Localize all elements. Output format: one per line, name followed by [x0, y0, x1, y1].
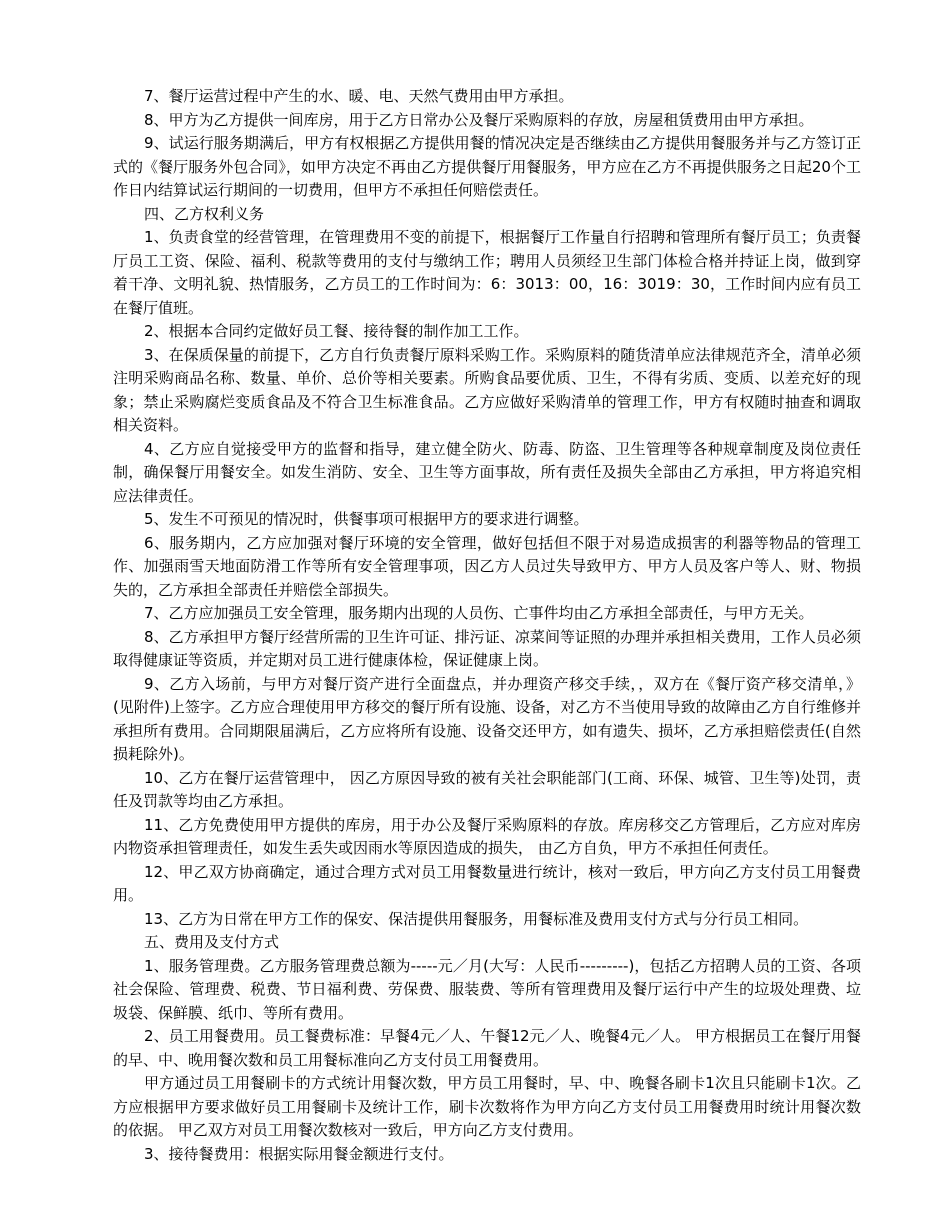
paragraph-fee1-service-management: 1、服务管理费。乙方服务管理费总额为-----元／月(大写：人民币---------)，包括乙方招聘人员的工资、各项社会保险、管理费、税费、节日福利费、劳保费、服装费、等所有管理费用及餐厅运行中产生的垃圾处理费、垃圾袋、保鲜膜、纸巾、等所有费用。 [113, 956, 861, 1022]
paragraph-b13-security-meals: 13、乙方为日常在甲方工作的保安、保洁提供用餐服务，用餐标准及费用支付方式与分行员工相同。 [144, 909, 809, 928]
paragraph-9-trial-period: 9、试运行服务期满后，甲方有权根据乙方提供用餐的情况决定是否继续由乙方提供用餐服务并与乙方签订正式的《餐厅服务外包合同》，如甲方决定不再由乙方提供餐厅用餐服务，甲方应在乙方不再提供服务之日起20个工作日内结算试运行期间的一切费用，但甲方不承担任何赔偿责任。 [113, 134, 861, 199]
paragraph-b9-asset-handover: 9、乙方入场前，与甲方对餐厅资产进行全面盘点，并办理资产移交手续，，双方在《餐厅资产移交清单，》(见附件)上签字。乙方应合理使用甲方移交的餐厅所有设施、设备，对乙方不当使用导致的故障由乙方自行维修并承担所有费用。合同期限届满后，乙方应将所有设施、设备交还甲方，如有遗失、损坏，乙方承担赔偿责任(自然损耗除外)。 [113, 674, 861, 763]
paragraph-b11-storage-use: 11、乙方免费使用甲方提供的库房，用于办公及餐厅采购原料的存放。库房移交乙方管理后，乙方应对库房内物资承担管理责任，如发生丢失或因雨水等原因造成的损失， 由乙方自负，甲方不承担任何责任。 [113, 815, 861, 857]
section-heading-fees: 五、费用及支付方式 [144, 933, 280, 951]
paragraph-8-storage-room: 8、甲方为乙方提供一间库房，用于乙方日常办公及餐厅采购原料的存放，房屋租赁费用由甲方承担。 [144, 110, 814, 129]
section-heading-party-b-rights: 四、乙方权利义务 [144, 204, 265, 223]
paragraph-b2-meal-preparation: 2、根据本合同约定做好员工餐、接待餐的制作加工工作。 [144, 322, 529, 340]
document-page [113, 85, 861, 1166]
paragraph-b12-meal-count: 12、甲乙双方协商确定，通过合理方式对员工用餐数量进行统计，核对一致后，甲方向乙方支付员工用餐费用。 [113, 862, 861, 904]
paragraph-b5-adjustment: 5、发生不可预见的情况时，供餐事项可根据甲方的要求进行调整。 [144, 510, 589, 528]
paragraph-b1-management: 1、负责食堂的经营管理，在管理费用不变的前提下，根据餐厅工作量自行招聘和管理所有餐厅员工；负责餐厅员工工资、保险、福利、税款等费用的支付与缴纳工作；聘用人员须经卫生部门体检合格并持证上岗，做到穿着干净、文明礼貌、热情服务，乙方员工的工作时间为：6：3013：00，16：3019：30，工作时间内应有员工在餐厅值班。 [113, 228, 861, 317]
paragraph-b4-supervision: 4、乙方应自觉接受甲方的监督和指导，建立健全防火、防毒、防盗、卫生管理等各种规章制度及岗位责任制，确保餐厅用餐安全。如发生消防、安全、卫生等方面事故，所有责任及损失全部由乙方承担，甲方将追究相应法律责任。 [113, 439, 861, 505]
paragraph-fee3-reception-meals: 3、接待餐费用：根据实际用餐金额进行支付。 [144, 1144, 454, 1163]
paragraph-b8-licenses: 8、乙方承担甲方餐厅经营所需的卫生许可证、排污证、凉菜间等证照的办理并承担相关费用，工作人员必须取得健康证等资质，并定期对员工进行健康体检，保证健康上岗。 [113, 627, 861, 669]
paragraph-b7-staff-safety: 7、乙方应加强员工安全管理，服务期内出现的人员伤、亡事件均由乙方承担全部责任，与甲方无关。 [144, 604, 814, 622]
paragraph-b10-penalties: 10、乙方在餐厅运营管理中， 因乙方原因导致的被有关社会职能部门(工商、环保、城管、卫生等)处罚，责任及罚款等均由乙方承担。 [113, 768, 861, 810]
paragraph-fee2-card-swipe: 甲方通过员工用餐刷卡的方式统计用餐次数，甲方员工用餐时，早、中、晚餐各刷卡1次且只能刷卡1次。乙方应根据甲方要求做好员工用餐刷卡及统计工作，刷卡次数将作为甲方向乙方支付员工用餐费用时统计用餐次数的依据。 甲乙双方对员工用餐次数核对一致后，甲方向乙方支付费用。 [113, 1074, 861, 1139]
paragraph-b6-safety: 6、服务期内，乙方应加强对餐厅环境的安全管理，做好包括但不限于对易造成损害的利器等物品的管理工作、加强雨雪天地面防滑工作等所有安全管理事项，因乙方人员过失导致甲方、甲方人员及客户等人、财、物损失的，乙方承担全部责任并赔偿全部损失。 [113, 533, 861, 599]
paragraph-fee2-staff-meals: 2、员工用餐费用。员工餐费标准：早餐4元／人、午餐12元／人、晚餐4元／人。 甲方根据员工在餐厅用餐的早、中、晚用餐次数和员工用餐标准向乙方支付员工用餐费用。 [113, 1027, 861, 1069]
paragraph-b3-procurement: 3、在保质保量的前提下，乙方自行负责餐厅原料采购工作。采购原料的随货清单应法律规范齐全，清单必须注明采购商品名称、数量、单价、总价等相关要素。所购食品要优质、卫生，不得有劣质、变质、以差充好的现象；禁止采购腐烂变质食品及不符合卫生标准食品。乙方应做好采购清单的管理工作，甲方有权随时抽查和调取相关资料。 [113, 345, 861, 434]
paragraph-7-utilities: 7、餐厅运营过程中产生的水、暖、电、天然气费用由甲方承担。 [144, 87, 574, 105]
